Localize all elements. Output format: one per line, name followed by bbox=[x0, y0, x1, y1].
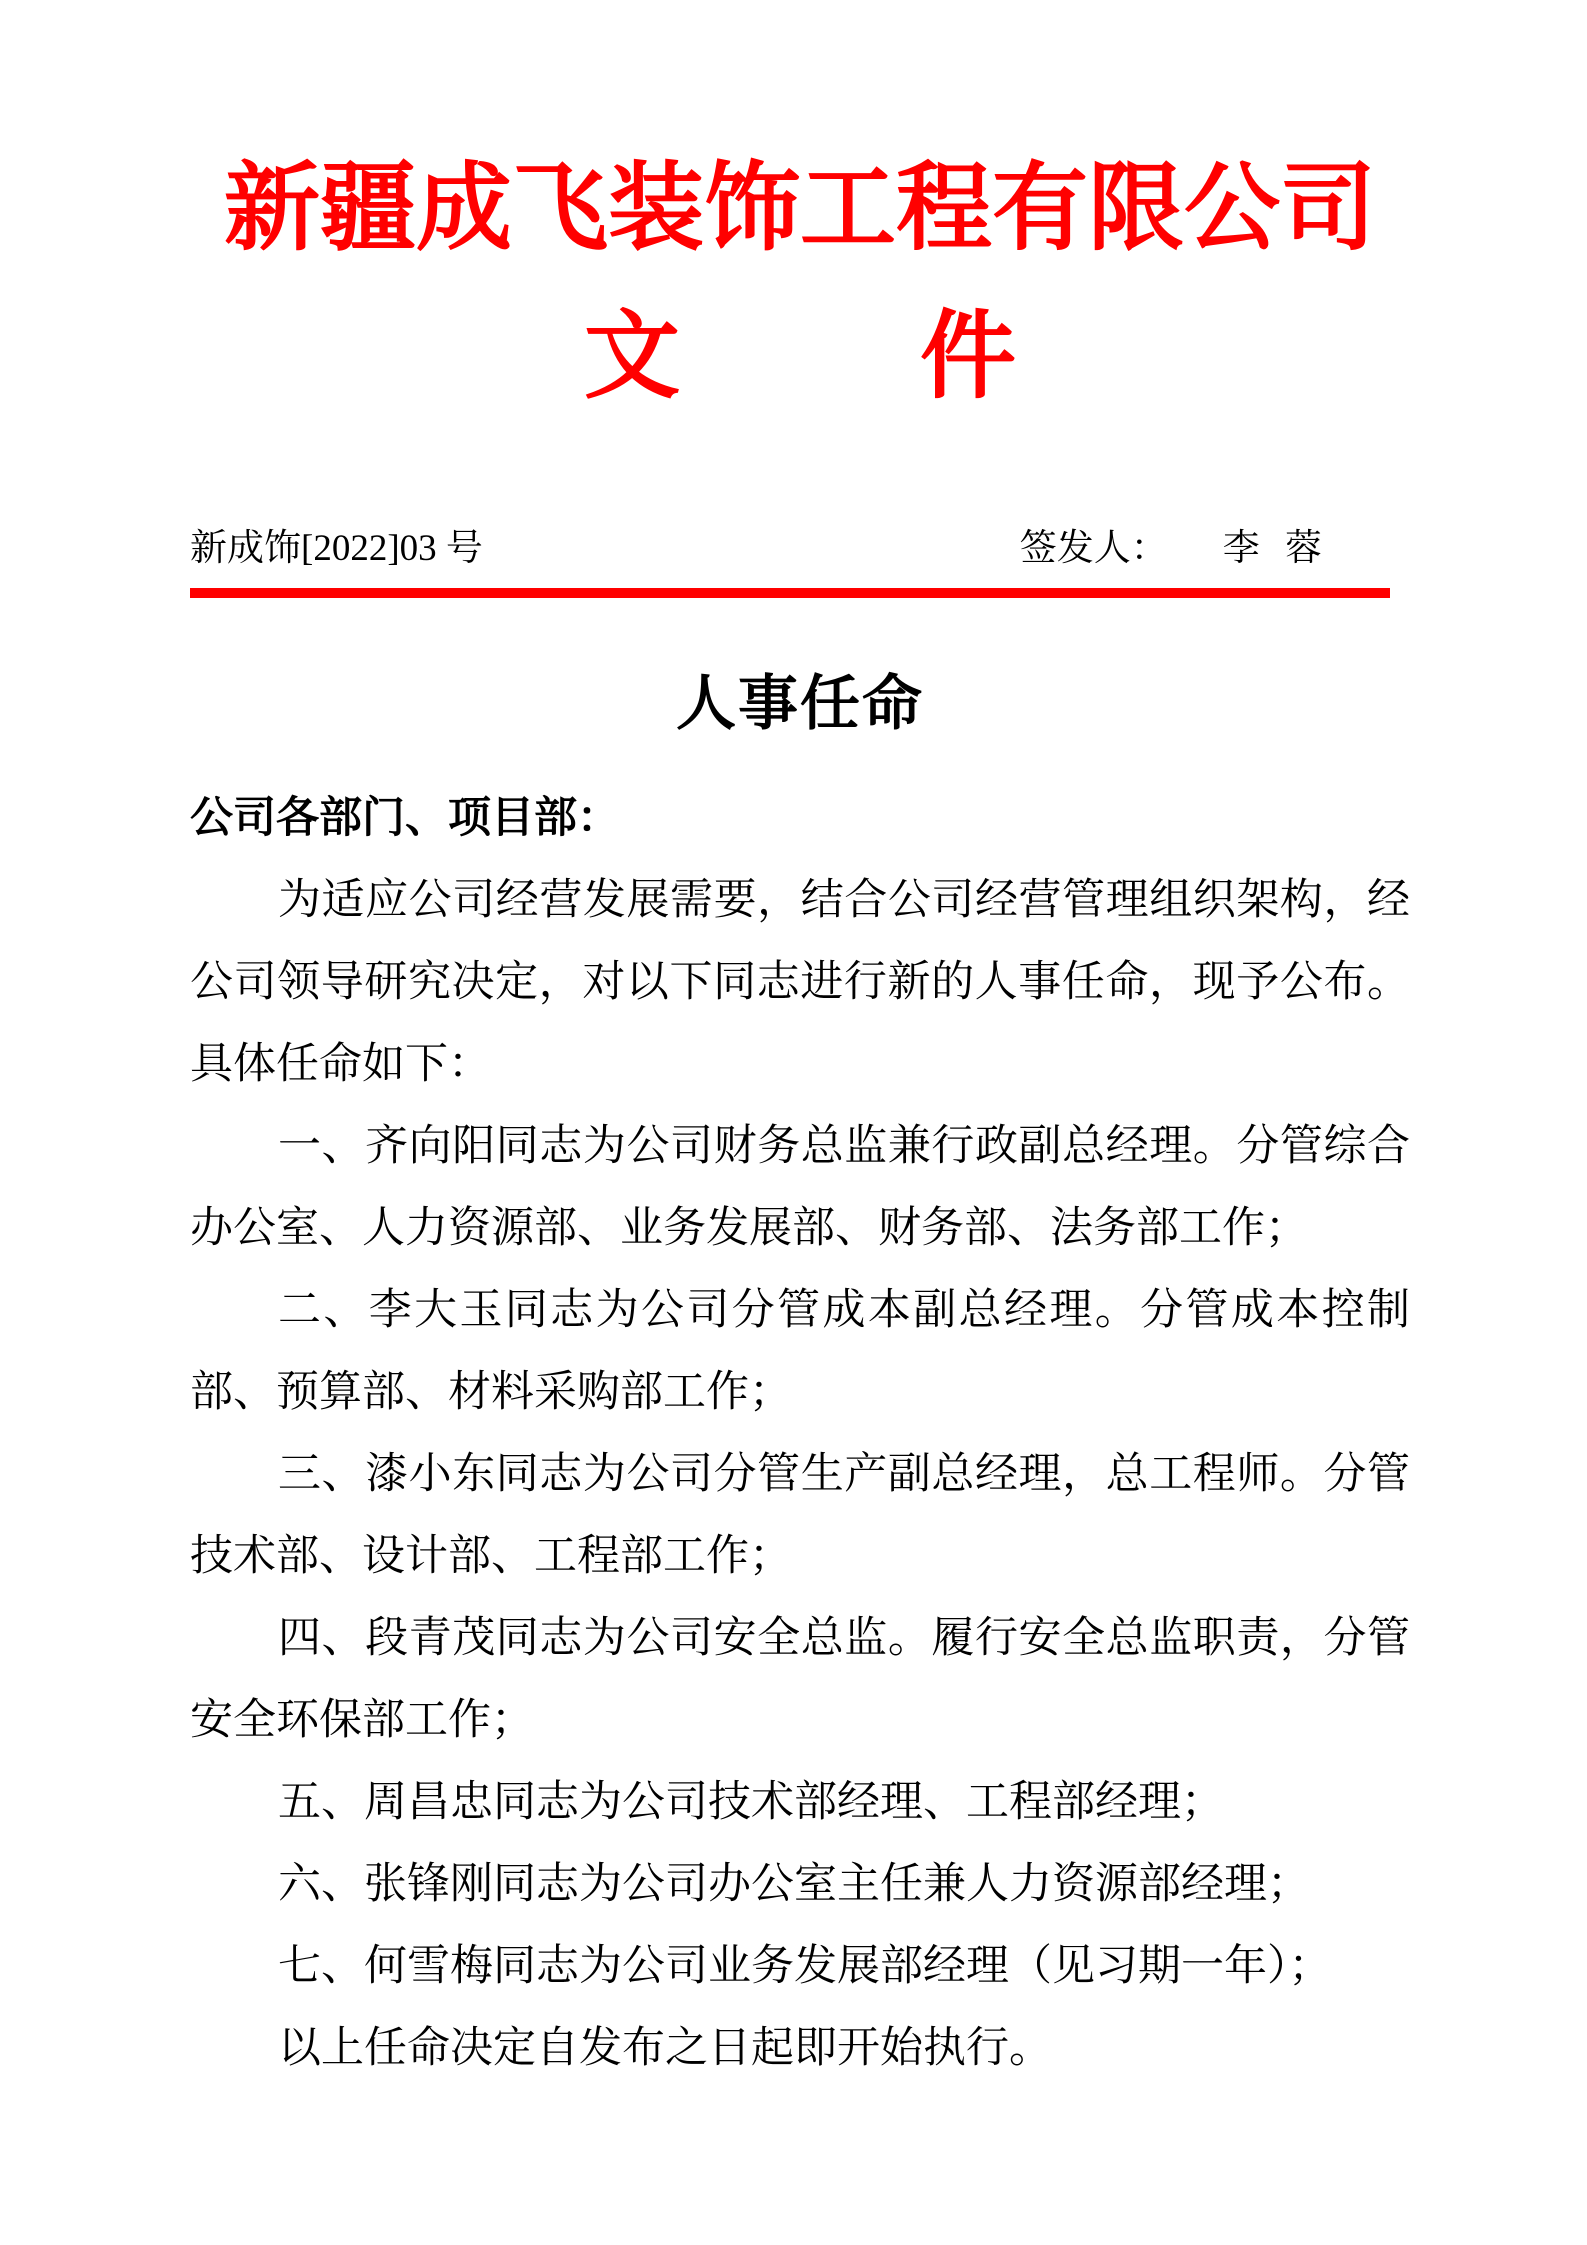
body-paragraph: 为适应公司经营发展需要，结合公司经营管理组织架构，经公司领导研究决定，对以下同志进行新的人事任命，现予公布。具体任命如下： bbox=[190, 877, 1410, 1088]
red-divider-line bbox=[190, 588, 1390, 598]
document-heading: 人事任命 bbox=[676, 671, 924, 737]
file-char-wen: 文 bbox=[584, 303, 680, 410]
file-char-jian: 件 bbox=[920, 303, 1016, 410]
salutation-line: 公司各部门、项目部： bbox=[190, 795, 620, 842]
body-paragraph: 二、李大玉同志为公司分管成本副总经理。分管成本控制部、预算部、材料采购部工作； bbox=[190, 1287, 1410, 1416]
file-word-line bbox=[190, 283, 1410, 431]
doc-meta-row bbox=[190, 523, 1410, 575]
body-paragraph: 六、张锋刚同志为公司办公室主任兼人力资源部经理； bbox=[278, 1861, 1310, 1908]
body-paragraph: 一、齐向阳同志为公司财务总监兼行政副总经理。分管综合办公室、人力资源部、业务发展部、财务部、法务部工作； bbox=[190, 1123, 1410, 1252]
body-paragraph: 七、何雪梅同志为公司业务发展部经理（见习期一年）； bbox=[278, 1943, 1332, 1990]
body-paragraph: 以上任命决定自发布之日起即开始执行。 bbox=[278, 2025, 1052, 2072]
doc-number: 新成饰[2022]03 号 bbox=[190, 528, 483, 569]
document-body bbox=[190, 778, 1410, 2090]
issuer-name: 李 蓉 bbox=[1222, 528, 1330, 569]
company-name-title: 新疆成飞装饰工程有限公司 bbox=[224, 155, 1376, 262]
issuer-label: 签发人： bbox=[1019, 528, 1168, 569]
body-paragraph: 三、漆小东同志为公司分管生产副总经理，总工程师。分管技术部、设计部、工程部工作； bbox=[190, 1451, 1410, 1580]
body-paragraph: 四、段青茂同志为公司安全总监。履行安全总监职责，分管安全环保部工作； bbox=[190, 1615, 1410, 1744]
issuer bbox=[1020, 523, 1410, 575]
body-paragraph: 五、周昌忠同志为公司技术部经理、工程部经理； bbox=[278, 1779, 1224, 1826]
